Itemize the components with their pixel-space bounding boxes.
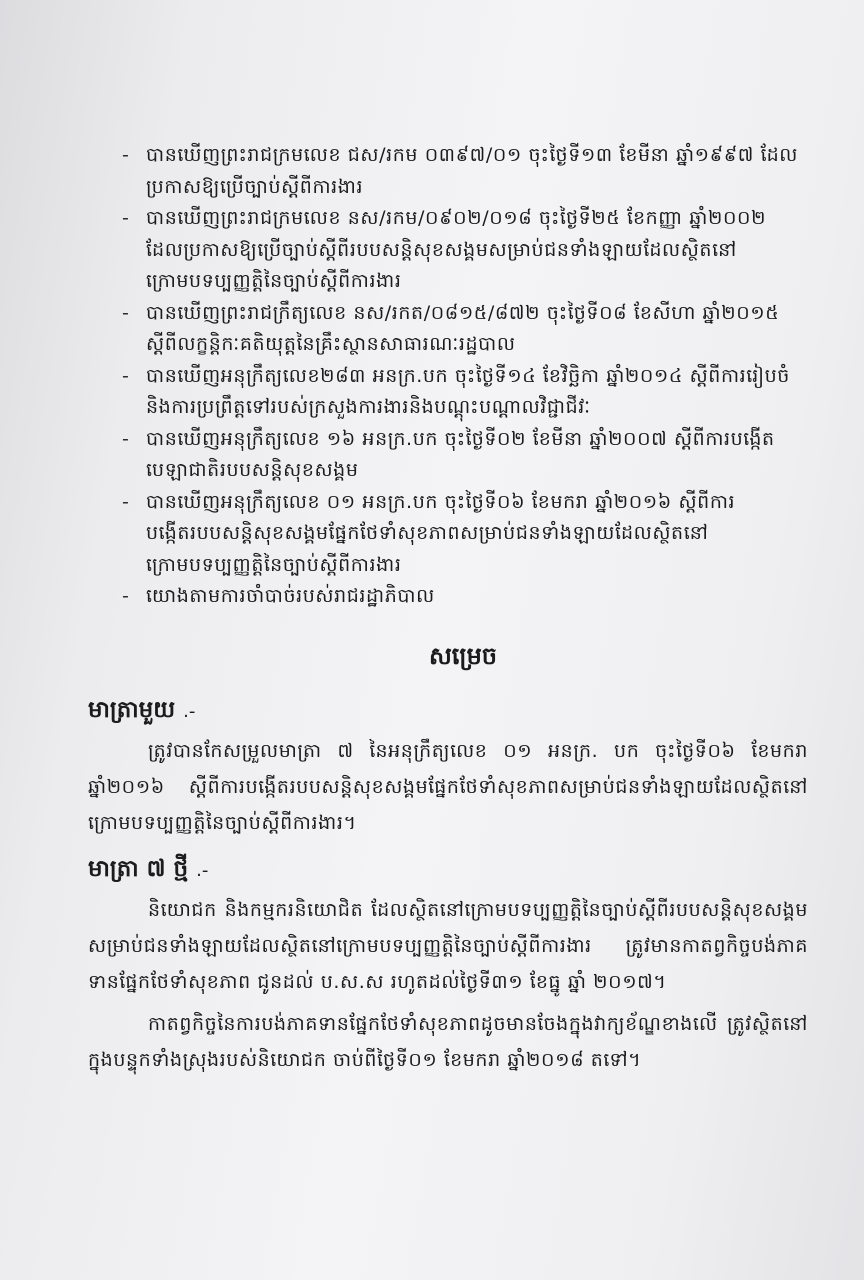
article-1-dots: .- xyxy=(183,700,196,722)
bullet-dash: - xyxy=(122,427,130,450)
bullet-dash: - xyxy=(122,364,130,387)
preamble-list xyxy=(118,140,808,613)
preamble-text: យោងតាមការចាំបាច់របស់រាជរដ្ឋាភិបាល xyxy=(146,585,435,607)
article-7-heading xyxy=(88,855,808,888)
article-7-dots: .- xyxy=(196,859,209,881)
bullet-dash: - xyxy=(122,490,130,513)
preamble-text: បានឃើញអនុក្រឹត្យលេខ ០១ អនក្រ.បក ចុះថ្ងៃទី០៦ ខែមករា ឆ្នាំ២០១៦ ស្តីពីការបង្កើតរបបសន្តិសុខសង្គមផ្នែកថែទាំសុខភាពសម្រាប់ជនទាំងឡាយដែលស្ថិតនៅក្រោមបទប្បញ្ញត្តិនៃច្បាប់ស្តីពីការងារ xyxy=(146,490,736,576)
article-1-text: ត្រូវបានកែសម្រួលមាត្រា ៧ នៃអនុក្រឹត្យលេខ ០១ អនក្រ. បក ចុះថ្ងៃទី០៦ ខែមករា ឆ្នាំ២០១៦ ស្តីពីការបង្កើតរបបសន្តិសុខសង្គមផ្នែកថែទាំសុខភាពសម្រាប់ជនទាំងឡាយដែលស្ថិតនៅក្រោមបទប្បញ្ញត្តិនៃច្បាប់ស្តីពីការងារ។ xyxy=(88,739,808,834)
article-7-paragraph-1: និយោជក និងកម្មករនិយោជិត ដែលស្ថិតនៅក្រោមបទប្បញ្ញត្តិនៃច្បាប់ស្តីពីរបបសន្តិសុខសង្គមសម្រាប់ជនទាំងឡាយដែលស្ថិតនៅក្រោមបទប្បញ្ញត្តិនៃច្បាប់ស្តីពីការងារ ត្រូវមានកាតព្វកិច្ចបង់ភាគទានផ្នែកថែទាំសុខភាព ជូនដល់ ប.ស.ស រហូតដល់ថ្ងៃទី៣១ ខែធ្នូ ឆ្នាំ ២០១៧។ xyxy=(88,898,808,993)
preamble-item xyxy=(118,581,808,613)
bullet-dash: - xyxy=(122,207,130,229)
bullet-dash: - xyxy=(122,144,130,166)
bullet-dash: - xyxy=(122,585,130,607)
preamble-item xyxy=(118,203,808,298)
preamble-item xyxy=(118,361,808,424)
document-body xyxy=(88,140,808,1078)
decision-heading: សម្រេច xyxy=(428,641,498,670)
preamble-text: បានឃើញព្រះរាជក្រមលេខ នស/រកម/០៩០២/០១៨ ចុះថ្ងៃទី២៥ ខែកញ្ញា ឆ្នាំ២០០២ ដែលប្រកាសឱ្យប្រើច្បាប់ស្តីពីរបបសន្តិសុខសង្គមសម្រាប់ជនទាំងឡាយដែលស្ថិតនៅក្រោមបទប្បញ្ញត្តិនៃច្បាប់ស្តីពីការងារ xyxy=(146,207,767,292)
preamble-text: បានឃើញអនុក្រឹត្យលេខ ១៦ អនក្រ.បក ចុះថ្ងៃទី០២ ខែមីនា ឆ្នាំ២០០៧ ស្តីពីការបង្កើតបេឡាជាតិរបបសន្តិសុខសង្គម xyxy=(146,427,775,481)
preamble-text: បានឃើញអនុក្រឹត្យលេខ២៨៣ អនក្រ.បក ចុះថ្ងៃទី១៤ ខែវិច្ឆិកា ឆ្នាំ២០១៤ ស្តីពីការរៀបចំ និងការប្រព្រឹត្តទៅរបស់ក្រសួងការងារនិងបណ្តុះបណ្តាលវិជ្ជាជីវៈ xyxy=(146,364,790,418)
preamble-item xyxy=(118,424,808,487)
preamble-text: បានឃើញព្រះរាជក្រឹត្យលេខ នស/រកត/០៨១៥/៨៧២ ចុះថ្ងៃទី០៨ ខែសីហា ឆ្នាំ២០១៥ ស្តីពីលក្ខន្តិកៈគតិយុត្តនៃគ្រឹះស្ថានសាធារណៈរដ្ឋបាល xyxy=(146,301,780,355)
preamble-item xyxy=(118,298,808,361)
preamble-text: បានឃើញព្រះរាជក្រមលេខ ជស/រកម ០៣៩៧/០១ ចុះថ្ងៃទី១៣ ខែមីនា ឆ្នាំ១៩៩៧ ដែលប្រកាសឱ្យប្រើច្បាប់ស្តីពីការងារ xyxy=(146,144,798,198)
preamble-item xyxy=(118,487,808,582)
bullet-dash: - xyxy=(122,301,130,324)
article-7-title: មាត្រា ៧ ថ្មី xyxy=(88,855,189,882)
article-1-heading xyxy=(88,696,808,729)
article-7-paragraph-2: កាតព្វកិច្ចនៃការបង់ភាគទានផ្នែកថែទាំសុខភាពដូចមានចែងក្នុងវាក្យខ័ណ្ឌខាងលើ ត្រូវស្ថិតនៅក្នុងបន្ទុកទាំងស្រុងរបស់និយោជក ចាប់ពីថ្ងៃទី០១ ខែមករា ឆ្នាំ២០១៨ តទៅ។ xyxy=(88,1012,808,1071)
article-1-title: មាត្រាមួយ xyxy=(88,696,176,723)
preamble-item xyxy=(118,140,808,203)
